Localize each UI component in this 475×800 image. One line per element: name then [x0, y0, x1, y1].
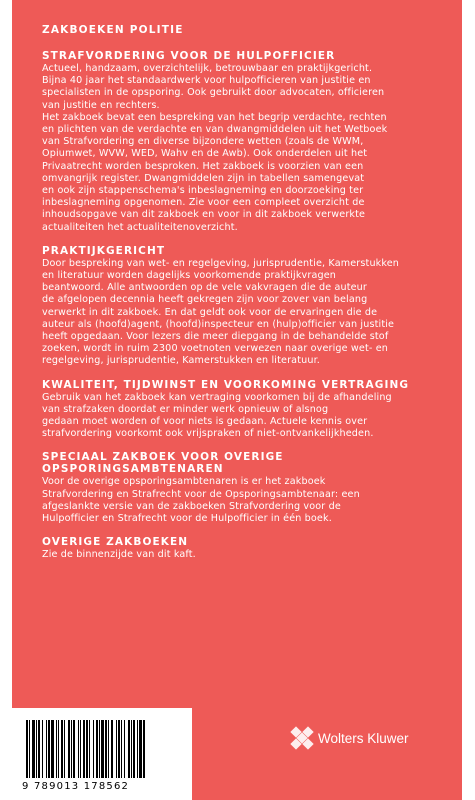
barcode-bar: [118, 720, 120, 778]
section-title: KWALITEIT, TIJDWINST EN VOORKOMING VERTRAGING: [42, 378, 410, 391]
barcode-bar: [61, 720, 63, 778]
barcode-bar: [128, 720, 130, 778]
text-line: en literatuur worden dagelijks voorkomende praktijkvragen: [42, 270, 336, 282]
publisher-name: Wolters Kluwer: [318, 730, 409, 746]
text-line: beantwoord. Alle antwoorden op de vele vakvragen die de auteur: [42, 282, 367, 294]
barcode-bar: [78, 720, 79, 778]
barcode-bar: [108, 720, 109, 778]
back-cover: [12, 0, 462, 800]
text-line: afgeslankte versie van de zakboeken Strafvordering voor de: [42, 500, 341, 512]
text-line: heeft opgedaan. Voor lezers die meer diepgang in de behandelde stof: [42, 331, 389, 343]
text-line: Hulpofficier en Strafrecht voor de Hulpofficier in één boek.: [42, 513, 332, 525]
section: [42, 50, 454, 234]
section: [42, 245, 454, 368]
barcode-bar: [71, 720, 72, 778]
text-line: van Strafvordering en diverse bijzondere wetten (zoals de WWM,: [42, 136, 364, 148]
barcode-bar: [93, 720, 94, 778]
section-title: SPECIAAL ZAKBOEK VOOR OVERIGE OPSPORINGSAMBTENAREN: [42, 451, 284, 476]
text-line: en ook zijn stappenschema's inbeslagneming en doorzoeking ter: [42, 185, 364, 197]
text-line: Strafvordering en Strafrecht voor de Opsporingsambtenaar: een: [42, 488, 360, 500]
text-line: van justitie en rechters.: [42, 99, 160, 111]
barcode-bar: [121, 720, 122, 778]
barcode-bar: [73, 720, 75, 778]
text-line: de afgelopen decennia heeft gekregen zijn voor zover van belang: [42, 294, 368, 306]
section: [42, 536, 454, 561]
barcode-bar: [48, 720, 50, 778]
text-line: inhoudsopgave van dit zakboek en voor in dit zakboek verwerkte: [42, 209, 366, 221]
section: [42, 379, 454, 441]
barcode-bar: [89, 720, 90, 778]
barcode-bar: [26, 720, 28, 778]
section: [42, 451, 454, 525]
barcode-bar: [83, 720, 85, 778]
text-line: Zie de binnenzijde van dit kaft.: [42, 549, 196, 561]
text-line: Privaatrecht worden besproken. Het zakboek is voorzien van een: [42, 160, 364, 172]
barcode-bar: [32, 720, 35, 778]
barcode-bar: [68, 720, 70, 778]
barcode-bar: [80, 720, 81, 778]
section-paragraph: [42, 392, 454, 441]
text-line: strafvordering voorkomt ook vrijspraken of niet-ontvankelijkheden.: [42, 428, 374, 440]
section-title: PRAKTIJKGERICHT: [42, 244, 166, 257]
barcode-bar: [51, 720, 54, 778]
barcode-bar: [131, 720, 132, 778]
wolters-kluwer-logo-icon: [290, 726, 314, 750]
barcode-bars: [26, 720, 178, 778]
section-paragraph: [42, 258, 454, 368]
barcode-bar: [38, 720, 40, 778]
barcode-bar: [86, 720, 88, 778]
text-line: en plichten van de verdachte en van dwangmiddelen uit het Wetboek: [42, 124, 388, 136]
section-paragraph: [42, 549, 454, 561]
text-line: auteur als (hoofd)agent, (hoofd)inspecteur en (hulp)officier van justitie: [42, 318, 395, 330]
barcode-bar: [36, 720, 37, 778]
barcode: [12, 708, 192, 800]
barcode-bar: [56, 720, 57, 778]
text-line: zoeken, wordt in ruim 2300 voetnoten verwezen naar overige wet- en: [42, 343, 388, 355]
text-line: specialisten in de opsporing. Ook gebruikt door advocaten, officieren: [42, 87, 385, 99]
barcode-bar: [96, 720, 98, 778]
barcode-bar: [99, 720, 100, 778]
barcode-bar: [29, 720, 30, 778]
barcode-bar: [58, 720, 59, 778]
section-paragraph: [42, 476, 454, 525]
section-paragraph: [42, 63, 454, 112]
text-line: Door bespreking van wet- en regelgeving, jurisprudentie, Kamerstukken: [42, 257, 400, 269]
section-title: OVERIGE ZAKBOEKEN: [42, 536, 189, 549]
text-line: verwerkt in dit zakboek. En dat geldt ook voor de ervaringen die de: [42, 306, 378, 318]
section-title: STRAFVORDERING VOOR DE HULPOFFICIER: [42, 50, 336, 62]
text-line: Actueel, handzaam, overzichtelijk, betrouwbaar en praktijkgericht.: [42, 63, 373, 74]
text-line: Bijna 40 jaar het standaardwerk voor hulpofficieren van justitie en: [42, 75, 371, 87]
barcode-bar: [124, 720, 125, 778]
barcode-bar: [42, 720, 43, 778]
text-line: inbeslagneming opgenomen. Zie voor een compleet overzicht de: [42, 197, 365, 209]
cover-text: [42, 24, 454, 573]
text-line: Gebruik van het zakboek kan vertraging voorkomen bij de afhandeling: [42, 391, 392, 403]
barcode-bar: [46, 720, 47, 778]
text-line: Voor de overige opsporingsambtenaren is er het zakboek: [42, 476, 326, 488]
text-line: regelgeving, jurisprudentie, Kamerstukken en literatuur.: [42, 355, 320, 367]
text-line: Opiumwet, WVW, WED, Wahv en de Awb). Ook onderdelen uit het: [42, 148, 368, 160]
section-paragraph: [42, 112, 454, 234]
text-line: actualiteiten het actualiteitenoverzicht.: [42, 221, 238, 233]
barcode-bar: [137, 720, 138, 778]
publisher-logo: [290, 726, 409, 750]
barcode-bar: [143, 720, 145, 778]
barcode-bar: [111, 720, 113, 778]
series-title: ZAKBOEKEN POLITIE: [42, 24, 184, 36]
sections: [42, 50, 454, 562]
barcode-number: 9 789013 178562: [22, 781, 130, 792]
barcode-bar: [64, 720, 65, 778]
text-line: omvangrijk register. Dwangmiddelen zijn in tabellen samengevat: [42, 172, 365, 184]
barcode-bar: [101, 720, 104, 778]
barcode-bar: [116, 720, 117, 778]
barcode-bar: [105, 720, 107, 778]
text-line: van strafzaken doordat er minder werk opnieuw of alsnog: [42, 403, 329, 415]
barcode-bar: [139, 720, 142, 778]
text-line: gedaan moet worden of voor niets is gedaan. Actuele kennis over: [42, 416, 368, 428]
barcode-bar: [133, 720, 135, 778]
text-line: Het zakboek bevat een bespreking van het begrip verdachte, rechten: [42, 111, 387, 123]
